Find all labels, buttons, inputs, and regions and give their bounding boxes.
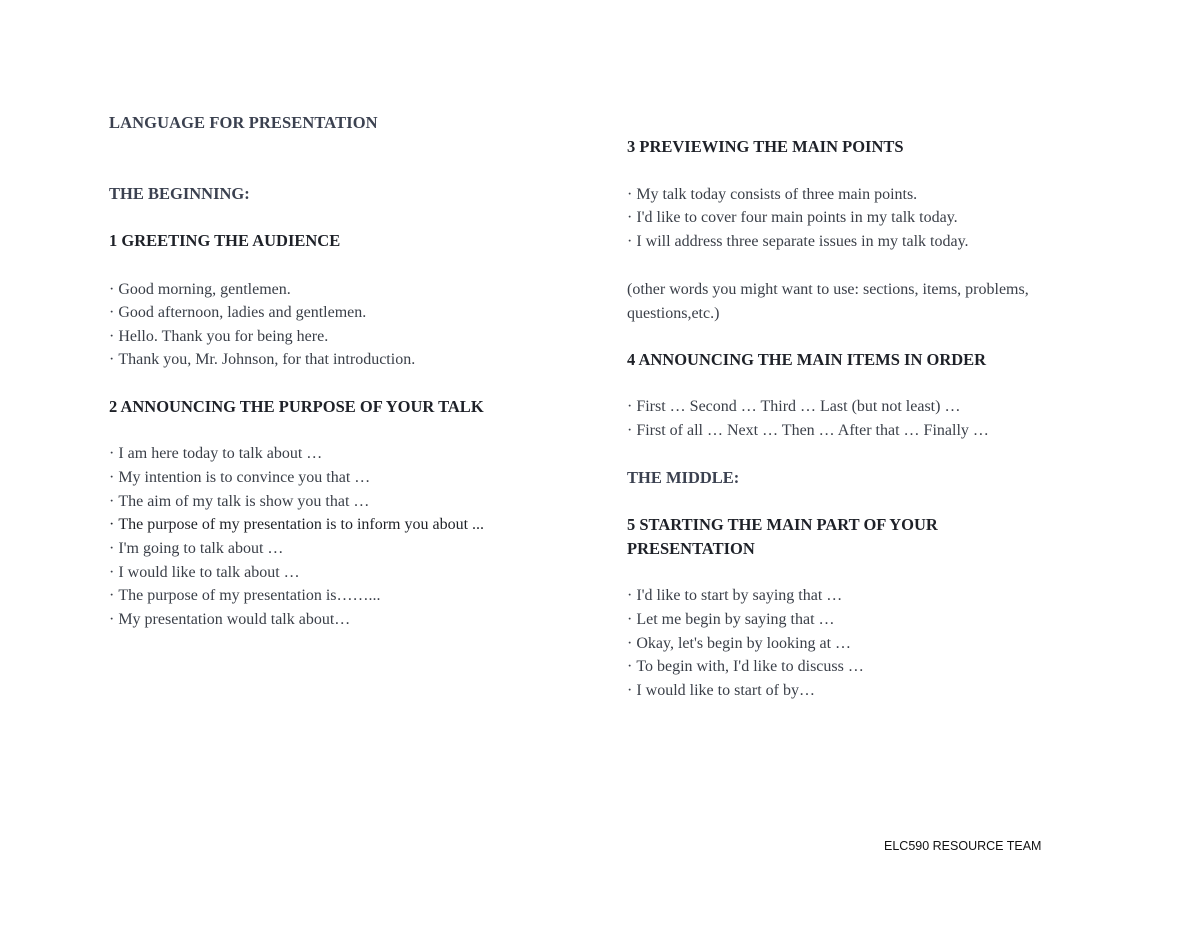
footer-credit: ELC590 RESOURCE TEAM: [884, 839, 1042, 853]
list-item: · The purpose of my presentation is……...: [109, 584, 381, 608]
section-5-heading: 5 STARTING THE MAIN PART OF YOUR PRESENTATION: [627, 515, 938, 558]
list-item: · Let me begin by saying that …: [627, 608, 835, 632]
list-item: · The aim of my talk is show you that …: [109, 490, 369, 514]
section-1-heading: 1 GREETING THE AUDIENCE: [109, 231, 341, 250]
note-paragraph: (other words you might want to use: sections, items, problems, questions,etc.): [627, 281, 1029, 322]
list-item: · I am here today to talk about …: [109, 442, 322, 466]
list-item: · Okay, let's begin by looking at …: [627, 632, 851, 656]
list-item: · First … Second … Third … Last (but not least) …: [627, 395, 960, 419]
list-item: · First of all … Next … Then … After that … Finally …: [627, 419, 989, 443]
list-item: · Good afternoon, ladies and gentlemen.: [109, 301, 366, 325]
list-item: · My talk today consists of three main points.: [627, 183, 917, 207]
section-4-heading: 4 ANNOUNCING THE MAIN ITEMS IN ORDER: [627, 350, 987, 369]
list-item: · I'm going to talk about …: [109, 537, 283, 561]
list-item: · I'd like to start by saying that …: [627, 584, 842, 608]
list-item: · To begin with, I'd like to discuss …: [627, 655, 864, 679]
middle-label: THE MIDDLE:: [627, 468, 740, 487]
list-item: · My presentation would talk about…: [109, 608, 350, 632]
list-item: · I would like to start of by…: [627, 679, 815, 703]
list-item: · I will address three separate issues in my talk today.: [627, 230, 969, 254]
beginning-label: THE BEGINNING:: [109, 184, 250, 203]
section-2-heading: 2 ANNOUNCING THE PURPOSE OF YOUR TALK: [109, 397, 484, 416]
list-item: · I would like to talk about …: [109, 561, 300, 585]
section-3-heading: 3 PREVIEWING THE MAIN POINTS: [627, 137, 904, 156]
list-item: · Good morning, gentlemen.: [109, 278, 291, 302]
list-item: · Thank you, Mr. Johnson, for that introduction.: [109, 348, 415, 372]
list-item: · The purpose of my presentation is to inform you about ...: [109, 513, 484, 537]
list-item: · I'd like to cover four main points in my talk today.: [627, 206, 958, 230]
list-item: · My intention is to convince you that …: [109, 466, 370, 490]
list-item: · Hello. Thank you for being here.: [109, 325, 328, 349]
page-title: LANGUAGE FOR PRESENTATION: [109, 113, 378, 132]
